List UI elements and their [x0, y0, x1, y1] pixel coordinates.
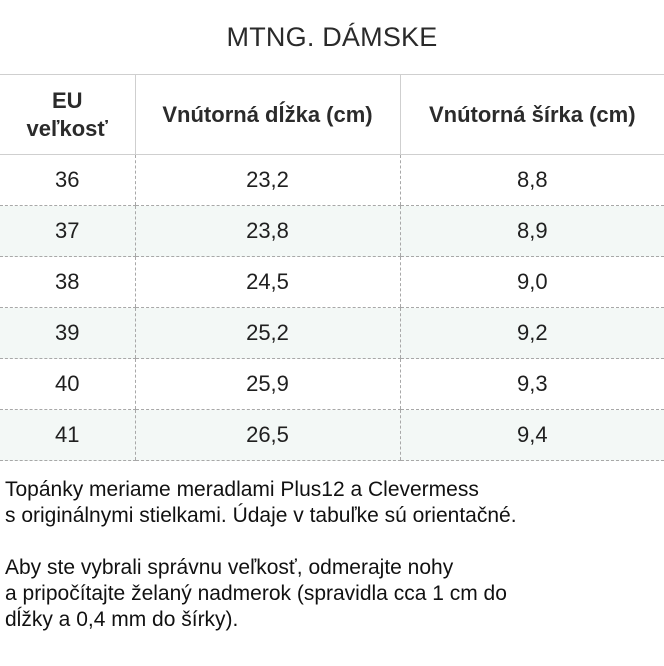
cell-length: 26,5	[135, 410, 400, 461]
table-row	[0, 410, 664, 461]
cell-width: 9,2	[400, 308, 664, 359]
cell-size: 39	[0, 308, 135, 359]
cell-size: 37	[0, 206, 135, 257]
note-paragraph-choosing-size: Aby ste vybrali správnu veľkosť, odmerajte nohy a pripočítajte želaný nadmerok (spravidla cca 1 cm do dĺžky a 0,4 mm do šírky).	[5, 556, 507, 631]
cell-size: 38	[0, 257, 135, 308]
table-row	[0, 155, 664, 206]
cell-size: 36	[0, 155, 135, 206]
table-title: MTNG. DÁMSKE	[0, 0, 664, 75]
table-row	[0, 206, 664, 257]
cell-length: 25,2	[135, 308, 400, 359]
cell-size: 40	[0, 359, 135, 410]
cell-length: 23,8	[135, 206, 400, 257]
cell-length: 25,9	[135, 359, 400, 410]
cell-width: 8,9	[400, 206, 664, 257]
header-eu-size: EU veľkosť	[0, 75, 135, 155]
cell-length: 23,2	[135, 155, 400, 206]
table-row	[0, 308, 664, 359]
note-paragraph-measuring: Topánky meriame meradlami Plus12 a Clevermess s originálnymi stielkami. Údaje v tabuľke sú orientačné.	[5, 478, 517, 527]
cell-size: 41	[0, 410, 135, 461]
cell-width: 8,8	[400, 155, 664, 206]
cell-length: 24,5	[135, 257, 400, 308]
cell-width: 9,3	[400, 359, 664, 410]
header-inner-width: Vnútorná šírka (cm)	[400, 75, 664, 155]
table-row	[0, 257, 664, 308]
cell-width: 9,0	[400, 257, 664, 308]
header-inner-length: Vnútorná dĺžka (cm)	[135, 75, 400, 155]
table-title-row	[0, 0, 664, 75]
table-header-row	[0, 75, 664, 155]
table-row	[0, 359, 664, 410]
measurement-notes	[5, 477, 660, 633]
cell-width: 9,4	[400, 410, 664, 461]
